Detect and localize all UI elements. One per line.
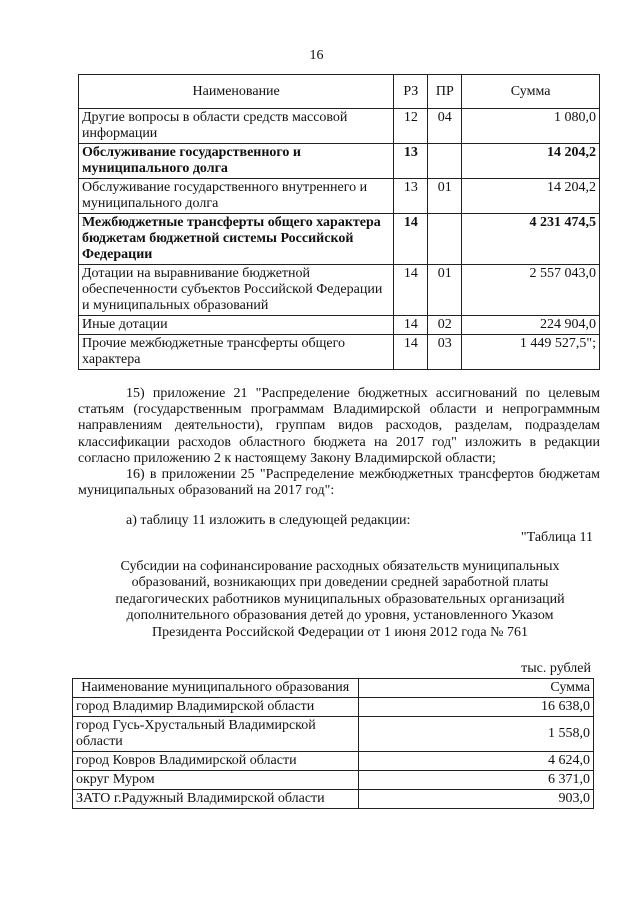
row-pr: 04	[428, 109, 462, 144]
row-name: Другие вопросы в области средств массовой информации	[79, 109, 394, 144]
row-pr	[428, 144, 462, 179]
row-sum: 2 557 043,0	[462, 265, 600, 316]
table-row	[79, 109, 600, 144]
header-sum: Сумма	[462, 75, 600, 109]
row-name: округ Муром	[73, 771, 359, 790]
table-row	[79, 179, 600, 214]
row-rz: 14	[394, 265, 428, 316]
header-name: Наименование муниципального образования	[73, 679, 359, 698]
table-row	[73, 752, 594, 771]
row-name: Прочие межбюджетные трансферты общего характера	[79, 335, 394, 370]
row-rz: 14	[394, 316, 428, 335]
row-sum: 1 449 527,5";	[462, 335, 600, 370]
header-name: Наименование	[79, 75, 394, 109]
row-sum: 903,0	[358, 790, 594, 809]
paragraph-15: 15) приложение 21 "Распределение бюджетных ассигнований по целевым статьям (государственным программам Владимирской области и непрограммным направлениям деятельности), группам видов расходов, разделам, подразделам классификации расходов областного бюджета на 2017 год" изложить в редакции согласно приложению 2 к настоящему Закону Владимирской области;	[78, 386, 600, 466]
row-pr: 01	[428, 179, 462, 214]
table-row	[79, 265, 600, 316]
row-sum: 14 204,2	[462, 179, 600, 214]
row-name: город Ковров Владимирской области	[73, 752, 359, 771]
row-pr: 03	[428, 335, 462, 370]
paragraph-a: а) таблицу 11 изложить в следующей редакции:	[126, 513, 411, 528]
table-row	[79, 316, 600, 335]
row-name: Межбюджетные трансферты общего характера бюджетам бюджетной системы Российской Федерации	[79, 214, 394, 265]
row-pr: 01	[428, 265, 462, 316]
row-sum: 4 231 474,5	[462, 214, 600, 265]
header-rz: РЗ	[394, 75, 428, 109]
table-row	[73, 771, 594, 790]
row-sum: 4 624,0	[358, 752, 594, 771]
row-pr: 02	[428, 316, 462, 335]
row-rz: 12	[394, 109, 428, 144]
row-name: Обслуживание государственного и муниципального долга	[79, 144, 394, 179]
table-row	[73, 698, 594, 717]
row-name: ЗАТО г.Радужный Владимирской области	[73, 790, 359, 809]
row-sum: 14 204,2	[462, 144, 600, 179]
row-name: Дотации на выравнивание бюджетной обеспеченности субъектов Российской Федерации и муниципальных образований	[79, 265, 394, 316]
paragraph-16: 16) в приложении 25 "Распределение межбюджетных трансфертов бюджетам муниципальных образований на 2017 год":	[78, 467, 600, 499]
row-rz: 14	[394, 214, 428, 265]
header-sum: Сумма	[358, 679, 594, 698]
table-title: Субсидии на софинансирование расходных обязательств муниципальных образований, возникающих при доведении средней заработной платы педагогических работников муниципальных образовательных организаций дополнительного образования детей до уровня, установленного Указом Президента Российской Федерации от 1 июня 2012 года № 761	[115, 559, 565, 640]
row-rz: 13	[394, 179, 428, 214]
row-sum: 16 638,0	[358, 698, 594, 717]
row-name: город Владимир Владимирской области	[73, 698, 359, 717]
row-sum: 1 080,0	[462, 109, 600, 144]
subsidy-table	[72, 678, 594, 809]
table-header-row	[79, 75, 600, 109]
row-name: Иные дотации	[79, 316, 394, 335]
table-row	[73, 790, 594, 809]
header-pr: ПР	[428, 75, 462, 109]
expenditure-table	[78, 74, 600, 370]
page-number: 16	[309, 48, 324, 63]
row-sum: 1 558,0	[358, 717, 594, 752]
table-row	[73, 717, 594, 752]
row-sum: 6 371,0	[358, 771, 594, 790]
table-header-row	[73, 679, 594, 698]
row-name: город Гусь-Хрустальный Владимирской области	[73, 717, 359, 752]
row-rz: 13	[394, 144, 428, 179]
units-label: тыс. рублей	[521, 661, 591, 676]
table-row	[79, 214, 600, 265]
table-row	[79, 144, 600, 179]
row-sum: 224 904,0	[462, 316, 600, 335]
row-pr	[428, 214, 462, 265]
table-label: "Таблица 11	[520, 530, 593, 545]
row-rz: 14	[394, 335, 428, 370]
row-name: Обслуживание государственного внутреннего и муниципального долга	[79, 179, 394, 214]
table-row	[79, 335, 600, 370]
